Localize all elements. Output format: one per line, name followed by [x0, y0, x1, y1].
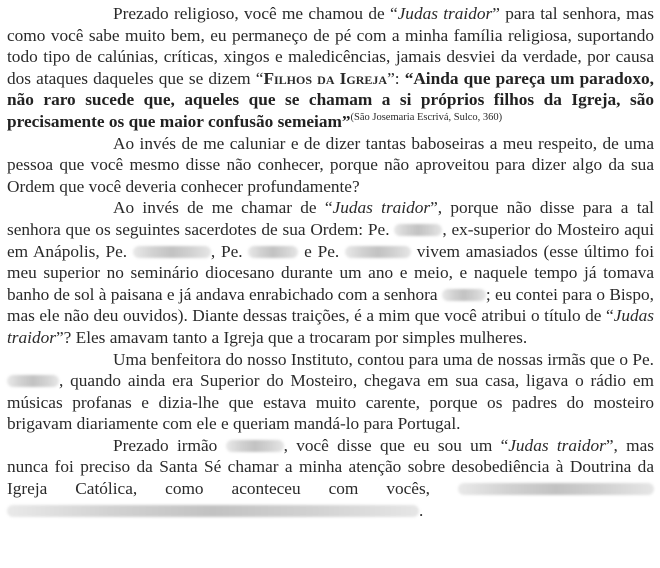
p4-text-b: , quando ainda era Superior do Mosteiro, chegava em sua casa, ligava o rádio em músicas profanas e dizia-lhe que estava muito carente, porque os padres do mosteiro brigavam diariamente com ele e queriam mandá-lo para Portugal.	[7, 371, 654, 434]
redacted-name	[226, 440, 284, 452]
redacted-name	[248, 246, 298, 258]
p2-text: Ao invés de me caluniar e de dizer tantas baboseiras a meu respeito, de uma pessoa que você mesmo disse não conhecer, porque não aproveitou para dizer algo da sua Ordem que você deveria conhecer profundamente?	[7, 133, 654, 196]
paragraph-5: Prezado irmão , você disse que eu sou um “Judas traidor”, mas nunca foi preciso da Santa Sé chamar a minha atenção sobre desobediência à Doutrina da Igreja Católica, como aconteceu com vocês, .	[7, 435, 654, 520]
redacted-text	[458, 483, 654, 495]
p3-text-h: ? Eles amavam tanto a Igreja que a trocaram por simples mulheres.	[63, 327, 528, 347]
paragraph-3: Ao invés de me chamar de “Judas traidor”, porque não disse para a tal senhora que os seguintes sacerdotes de sua Ordem: Pe. , ex-superior do Mosteiro aqui em Anápolis, Pe. , Pe. e Pe. vivem amasiados (esse último foi meu superior no seminário diocesano durante um ano e meio, e naquele tempo já tomava banho de sol à paisana e já andava enrabichado com a senhora ; eu contei para o Bispo, mas ele não deu ouvidos). Diante dessas traições, é a mim que você atribui o título de “Judas traidor”? Eles amavam tanto a Igreja que a trocaram por simples mulheres.	[7, 198, 654, 347]
p3-text-e: e Pe.	[298, 241, 345, 261]
p5-end: .	[419, 500, 424, 520]
p1-judas-traidor: Judas traidor	[397, 4, 493, 23]
p3-judas-traidor: Judas traidor	[332, 198, 431, 218]
p3-text-f: vivem amasiados (esse último foi meu superior no seminário diocesano durante um ano e meio, e naquele tempo já tomava banho de sol à paisana e já andava enrabichado com a senhora	[7, 241, 654, 304]
p5-judas-traidor: Judas traidor	[508, 435, 606, 455]
p3-text-b: , porque não disse para a tal senhora que os seguintes sacerdotes de sua Ordem: Pe.	[7, 198, 654, 239]
paragraph-2	[7, 133, 654, 198]
redacted-name	[442, 289, 486, 301]
p3-judas-traidor-2: Judas traidor	[7, 306, 654, 347]
p3-text-c: , ex-superior do Mosteiro aqui em Anápolis, Pe.	[7, 219, 654, 261]
redacted-name	[345, 246, 411, 258]
p1-escriva-quote: Ainda que pareça um paradoxo, não raro sucede que, aqueles que se chamam a si próprios filhos da Igreja, são precisamente os que maior confusão semeiam	[7, 68, 654, 131]
p3-text-d: , Pe.	[210, 241, 249, 261]
p1-citation: (São Josemaria Escrivá, Sulco, 360)	[350, 112, 503, 124]
p1-text-b: para tal senhora, mas como você sabe muito bem, eu permaneço de pé com a minha família religiosa, suportando todo tipo de calúnias, críticas, xingos e maledicências, jamais desviei da verdade, por causa dos ataques daqueles que se dizem	[7, 4, 654, 88]
p4-text-a: Uma benfeitora do nosso Instituto, contou para uma de nossas irmãs que o Pe.	[113, 349, 654, 369]
p1-filhos-da-igreja: Filhos da Igreja	[263, 68, 388, 88]
p1-text-a: Prezado religioso, você me chamou de	[113, 4, 390, 23]
paragraph-4	[7, 349, 654, 435]
redacted-name	[133, 246, 211, 258]
p5-text-b: , você disse que eu sou um	[283, 435, 501, 455]
p3-text-g: ; eu contei para o Bispo, mas ele não deu ouvidos). Diante dessas traições, é a mim que você atribui o título de	[7, 284, 654, 326]
redacted-name	[7, 375, 59, 387]
p5-text-c: , mas nunca foi preciso da Santa Sé chamar a minha atenção sobre desobediência à Doutrina da Igreja Católica, como aconteceu com vocês,	[7, 435, 654, 499]
redacted-text	[7, 505, 419, 517]
paragraph-1: Prezado religioso, você me chamou de “Judas traidor” para tal senhora, mas como você sabe muito bem, eu permaneço de pé com a minha família religiosa, suportando todo tipo de calúnias, críticas, xingos e maledicências, jamais desviei da verdade, por causa dos ataques daqueles que se dizem “Filhos da Igreja”: “Ainda que pareça um paradoxo, não raro sucede que, aqueles que se chamam a si próprios filhos da Igreja, são precisamente os que maior confusão semeiam”$^{(São Josemaria Escrivá, Sulco, 360)}$	[7, 4, 654, 131]
redacted-name	[394, 224, 442, 236]
p3-text-a: Ao invés de me chamar de	[113, 198, 325, 218]
p5-text-a: Prezado irmão	[113, 435, 226, 455]
